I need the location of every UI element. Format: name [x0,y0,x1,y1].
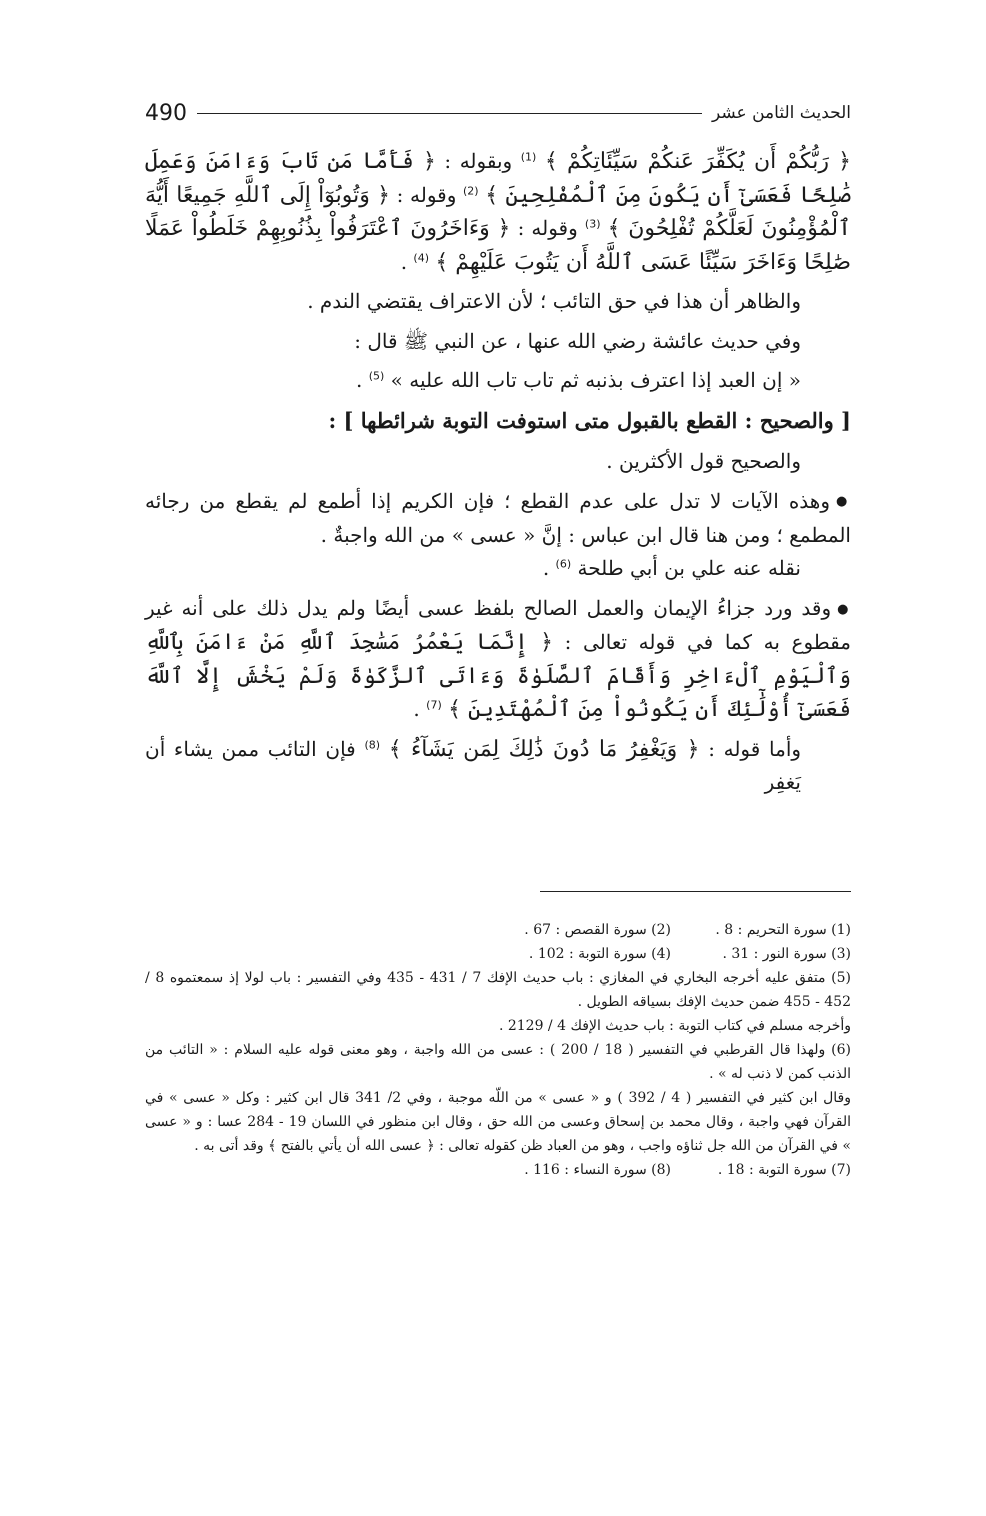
footnote-separator [540,891,851,892]
footnote-7: (7) سورة التوبة : 18 . [717,1162,851,1178]
text: فإن التائب ممن يشاء أن يَغفِر [145,736,801,794]
text: وقوله : [396,182,457,207]
header-rule [197,113,702,114]
paragraph-7: نقله عنه علي بن أبي طلحة $^{(6)}$ . [542,556,801,581]
footnote-ref: (6) [555,557,572,571]
paragraph-3: وفي حديث عائشة رضي الله عنها ، عن النبي ﷺ قال : [354,328,801,353]
footnote-ref: (5) [368,369,385,383]
running-title: الحديث الثامن عشر [712,103,851,123]
paragraph-8: ● وقد ورد جزاءُ الإيمان والعمل الصالح بلفظ عسى أيضًا ولم يدل ذلك على أنه غير مقطوع به كما في قوله تعالى : ﴿ إِنَّمَا يَعْمُرُ مَسَٰجِدَ ٱللَّهِ مَنْ ءَامَنَ بِٱللَّهِ وَٱلْيَوْمِ ٱلْءَاخِرِ وَأَقَامَ ٱلصَّلَوٰةَ وَءَاتَى ٱلزَّكَوٰةَ وَلَمْ يَخْشَ إِلَّا ٱللَّهَ فَعَسَىٰٓ أُوْلَٰٓئِكَ أَن يَكُونُواْ مِنَ ٱلْمُهْتَدِينَ ﴾ $^{(7)}$ . [145,592,851,727]
paragraph-1: ﴿ رَبُّكُمْ أَن يُكَفِّرَ عَنكُمْ سَيِّئَاتِكُمْ ﴾ $^{(1)}$ وبقوله : ﴿ فَأَمَّا مَن تَابَ وَءَامَنَ وَعَمِلَ صَٰلِحًا فَعَسَىٰٓ أَن يَكُونَ مِنَ ٱلْمُفْلِحِينَ ﴾ $^{(2)}$ وقوله : ﴿ وَتُوبُوٓاْ إِلَى ٱللَّهِ جَمِيعًا أَيُّهَ ٱلْمُؤْمِنُونَ لَعَلَّكُمْ تُفْلِحُونَ ﴾ $^{(3)}$ وقوله : ﴿ وَءَاخَرُونَ ٱعْتَرَفُواْ بِذُنُوبِهِمْ خَلَطُواْ عَمَلًا صَٰلِحًا وَءَاخَرَ سَيِّئًا عَسَى ٱللَّهُ أَن يَتُوبَ عَلَيْهِمْ ﴾ $^{(4)}$ . [145,149,852,275]
paragraph-6: ● وهذه الآيات لا تدل على عدم القطع ؛ فإن الكريم إذا أطمع لم يقطع من رجائه المطمع ؛ ومن هنا قال ابن عباس : إنَّ « عسى » من الله واجبةٌ . [145,485,851,553]
footnote-5: (5) متفق عليه أخرجه البخاري في المغازي : باب حديث الإفك 7 / 431 - 435 وفي التفسير : باب لولا إذ سمعتموه 8 / 452 - 455 ضمن حديث الإفك بسياقه الطويل . [145,970,851,1010]
quran-verse: ﴿ وَتُوبُوٓاْ إِلَى ٱللَّهِ جَمِيعًا أَيُّهَ ٱلْمُؤْمِنُونَ لَعَلَّكُمْ تُفْلِحُونَ ﴾ [145,182,851,241]
footnote-line [145,942,851,966]
section-heading: [ والصحيح : القطع بالقبول متى استوفت التوبة شرائطها ] : [328,407,851,433]
main-text [145,145,851,800]
quran-verse: ﴿ فَأَمَّا مَن تَابَ وَءَامَنَ وَعَمِلَ صَٰلِحًا فَعَسَىٰٓ أَن يَكُونَ مِنَ ٱلْمُفْلِحِينَ ﴾ [145,149,852,208]
footnote-4: (4) سورة التوبة : 102 . [528,946,671,962]
footnote-ref: (3) [584,217,601,231]
footnote-ref: (7) [426,698,442,712]
footnote-line [145,918,851,942]
paragraph-5: والصحيح قول الأكثرين . [606,449,801,473]
footnote-ref: (4) [413,250,429,264]
paragraph-9 [145,733,851,800]
footnote-line [145,1158,851,1182]
paragraph-4: « إن العبد إذا اعترف بذنبه ثم تاب تاب الله عليه » $^{(5)}$ . [355,368,801,392]
footnote-3: (3) سورة النور : 31 . [722,946,851,962]
footnote-6-continued: وقال ابن كثير في التفسير ( 4 / 392 ) و « عسى » من اللّه موجبة ، وفي 2/ 341 قال ابن كثير : وكل « عسى » في القرآن فهي واجبة ، وقال محمد بن إسحاق وعسى من الله حق ، وقال ابن منظور في اللسان 19 - 284 عسا : و « عسى » في القرآن من الله جل ثناؤه واجب ، وهو من العباد ظن كقوله تعالى : ﴿ عسى الله أن يأتي بالفتح ﴾ وقد أتى به . [145,1090,852,1154]
text: ● وقد ورد جزاءُ الإيمان والعمل الصالح بلفظ عسى أيضًا ولم يدل ذلك على أنه غير مقطوع به كما في قوله تعالى : [145,596,851,654]
footnote-ref: (8) [364,737,381,751]
footnote-ref: (2) [463,183,479,197]
footnote-5-continued: وأخرجه مسلم في كتاب التوبة : باب حديث الإفك 4 / 2129 . [498,1018,851,1034]
page-header [145,96,851,130]
text: وقوله : [517,216,578,240]
quran-verse: ﴿ وَيَغْفِرُ مَا دُونَ ذَٰلِكَ لِمَن يَشَآءُ ﴾ [388,736,700,762]
quran-verse: ﴿ وَءَاخَرُونَ ٱعْتَرَفُواْ بِذُنُوبِهِمْ خَلَطُواْ عَمَلًا صَٰلِحًا وَءَاخَرَ سَيِّئًا عَسَى ٱللَّهُ أَن يَتُوبَ عَلَيْهِمْ ﴾ [145,216,851,275]
text: وبقوله : [444,149,513,173]
paragraph-2: والظاهر أن هذا في حق التائب ؛ لأن الاعتراف يقتضي الندم . [307,289,801,313]
footnotes [145,918,851,1182]
footnote-6: (6) ولهذا قال القرطبي في التفسير ( 18 / 200 ) : عسى من الله واجبة ، وهو معنى قوله عليه السلام : « التائب من الذنب كمن لا ذنب له » . [145,1042,851,1082]
footnote-2: (2) سورة القصص : 67 . [524,922,671,938]
quran-verse: ﴿ رَبُّكُمْ أَن يُكَفِّرَ عَنكُمْ سَيِّئَاتِكُمْ ﴾ [544,149,852,174]
footnote-8: (8) سورة النساء : 116 . [524,1162,671,1178]
text: نقله عنه علي بن أبي طلحة [577,556,801,581]
footnote-ref: (1) [520,150,537,164]
hadith-quote: « إن العبد إذا اعترف بذنبه ثم تاب تاب الله عليه » [390,368,801,392]
page-number: 490 [145,100,187,126]
text: وأما قوله : [708,736,802,761]
footnote-1: (1) سورة التحريم : 8 . [715,922,851,938]
quran-verse: ﴿ إِنَّمَا يَعْمُرُ مَسَٰجِدَ ٱللَّهِ مَنْ ءَامَنَ بِٱللَّهِ وَٱلْيَوْمِ ٱلْءَاخِرِ وَأَقَامَ ٱلصَّلَوٰةَ وَءَاتَى ٱلزَّكَوٰةَ وَلَمْ يَخْشَ إِلَّا ٱللَّهَ فَعَسَىٰٓ أُوْلَٰٓئِكَ أَن يَكُونُواْ مِنَ ٱلْمُهْتَدِينَ ﴾ [145,630,851,722]
